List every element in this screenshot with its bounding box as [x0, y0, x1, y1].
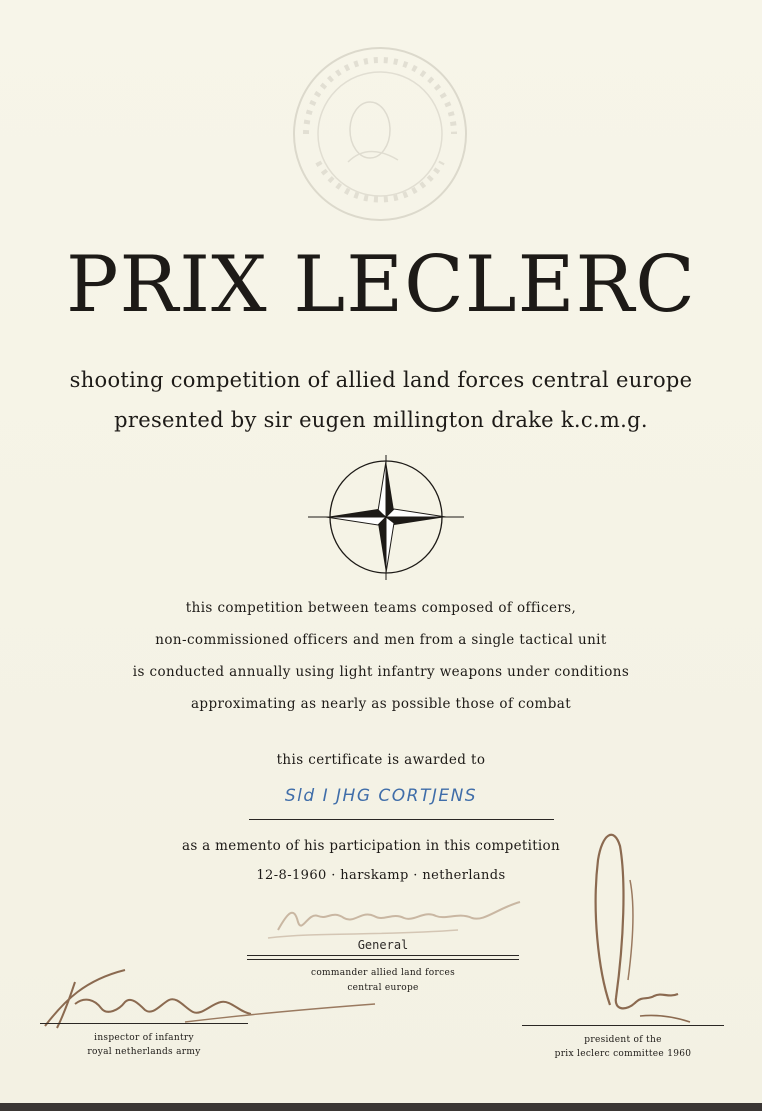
description-line: this competition between teams composed of officers,	[185, 600, 577, 616]
subtitle-competition: shooting competition of allied land forces central europe	[69, 368, 693, 392]
recipient-name: Sld I JHG CORTJENS	[284, 786, 478, 806]
general-title: commander allied land forces	[311, 968, 455, 978]
date-location: 12-8-1960 · harskamp · netherlands	[256, 868, 506, 883]
description-line: approximating as nearly as possible those of combat	[190, 696, 572, 712]
description-line: is conducted annually using light infantry weapons under conditions	[132, 664, 630, 680]
subtitle-presenter: presented by sir eugen millington drake k.c.m.g.	[114, 408, 648, 432]
general-signature	[258, 892, 528, 944]
signature-line	[40, 1023, 248, 1024]
recipient-underline	[249, 819, 554, 820]
memento-text: as a memento of his participation in this competition	[182, 838, 560, 854]
general-rank-label: General	[357, 938, 409, 952]
signature-line	[247, 955, 519, 956]
awarded-intro: this certificate is awarded to	[276, 752, 486, 768]
inspector-title: inspector of infantry	[94, 1033, 194, 1043]
president-signature	[570, 820, 700, 1025]
nato-compass-rose-icon	[306, 455, 466, 580]
general-title: central europe	[347, 983, 419, 993]
president-title: prix leclerc committee 1960	[554, 1049, 692, 1059]
scan-bottom-edge	[0, 1103, 762, 1111]
description-line: non-commissioned officers and men from a single tactical unit	[155, 632, 607, 648]
embossed-seal-icon	[288, 42, 473, 227]
signature-line	[522, 1025, 724, 1026]
inspector-title: royal netherlands army	[87, 1047, 201, 1057]
president-title: president of the	[584, 1035, 662, 1045]
certificate-title: PRIX LECLERC	[66, 240, 696, 330]
